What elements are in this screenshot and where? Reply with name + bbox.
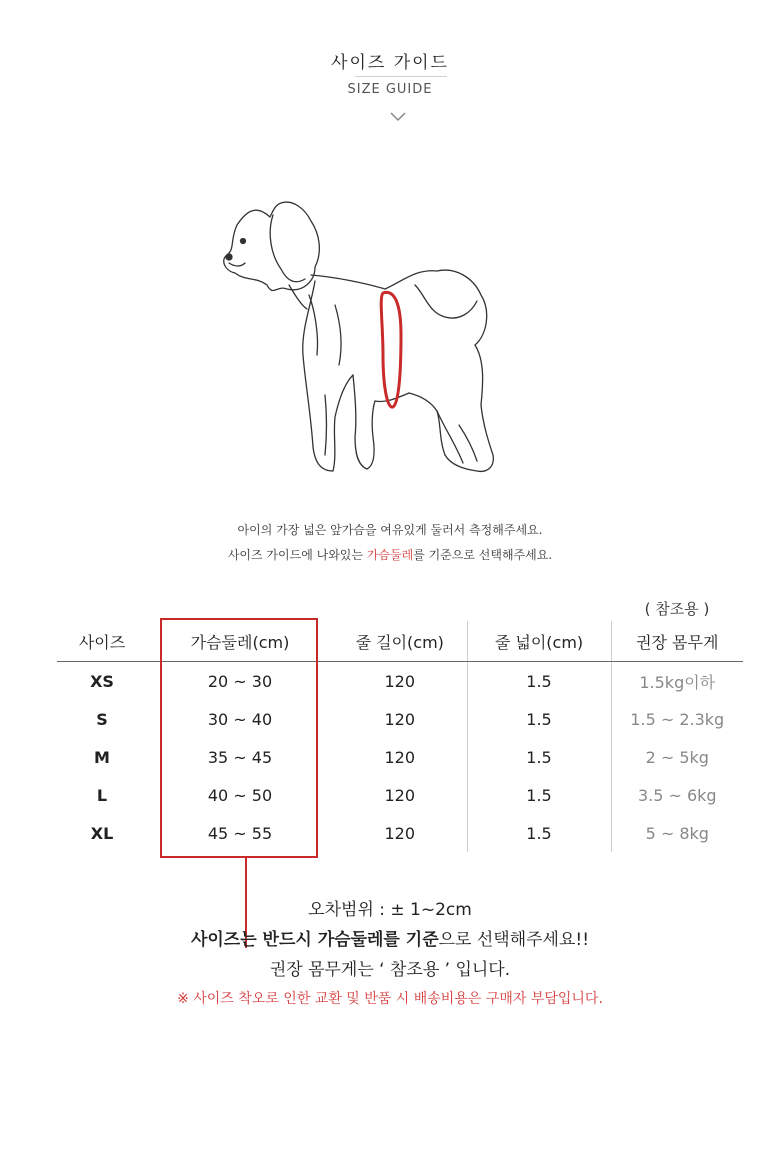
- weight-reference-note: 권장 몸무게는 ‘ 참조용 ’ 입니다.: [269, 960, 511, 980]
- cell-chest-girth: 35 ~ 45: [207, 747, 273, 767]
- cell-weight: 2 ~ 5kg: [611, 738, 743, 776]
- chest-basis-bold: 사이즈는 반드시 가슴둘레를 기준: [190, 930, 439, 950]
- shipping-warning: ※ 사이즈 착오로 인한 교환 및 반품 시 배송비용은 구매자 부담입니다.: [177, 991, 603, 1007]
- cell-leash-length: 120: [384, 671, 416, 691]
- header-leash-width: 줄 넓이(cm): [467, 621, 611, 662]
- cell-leash-width: 1.5: [467, 738, 611, 776]
- header-leash-length: 줄 길이(cm): [333, 621, 467, 662]
- header-chest-girth: 가슴둘레(cm): [147, 621, 333, 662]
- cell-weight: 3.5 ~ 6kg: [611, 776, 743, 814]
- header-recommended-weight: 권장 몸무게: [611, 621, 743, 662]
- measure-instruction: 아이의 가장 넓은 앞가슴을 여유있게 둘러서 측정해주세요.: [237, 523, 543, 537]
- cell-leash-length: 120: [384, 747, 416, 767]
- page-subtitle: SIZE GUIDE: [347, 82, 433, 97]
- chest-girth-highlight-box: [160, 618, 318, 858]
- dog-chest-measurement-illustration: [215, 185, 515, 480]
- cell-chest-girth: 30 ~ 40: [207, 709, 273, 729]
- cell-leash-width: 1.5: [467, 662, 611, 701]
- chest-basis-note: [0, 925, 780, 950]
- chevron-down-icon: [390, 112, 406, 122]
- header-size: 사이즈: [57, 621, 147, 662]
- cell-leash-length: 120: [384, 785, 416, 805]
- cell-size: XS: [90, 671, 114, 691]
- cell-size: L: [96, 785, 108, 805]
- cell-leash-width: 1.5: [467, 700, 611, 738]
- cell-weight: 1.5kg이하: [611, 662, 743, 701]
- cell-leash-width: 1.5: [467, 776, 611, 814]
- select-instruction-post: 를 기준으로 선택해주세요.: [413, 548, 553, 562]
- cell-weight: 5 ~ 8kg: [611, 814, 743, 852]
- cell-size: XL: [90, 823, 114, 843]
- cell-chest-girth: 20 ~ 30: [207, 671, 273, 691]
- cell-chest-girth: 40 ~ 50: [207, 785, 273, 805]
- select-instruction: [0, 546, 780, 563]
- chest-girth-highlight: 가슴둘레: [366, 548, 414, 562]
- tolerance-note: 오차범위 : ± 1~2cm: [308, 900, 472, 920]
- reference-label: ( 참조용 ): [644, 599, 710, 618]
- cell-chest-girth: 45 ~ 55: [207, 823, 273, 843]
- cell-leash-width: 1.5: [467, 814, 611, 852]
- select-instruction-pre: 사이즈 가이드에 나와있는: [227, 548, 367, 562]
- cell-weight: 1.5 ~ 2.3kg: [611, 700, 743, 738]
- chest-basis-rest: 으로 선택해주세요!!: [438, 930, 590, 950]
- page-title: 사이즈 가이드: [331, 53, 449, 73]
- cell-leash-length: 120: [384, 823, 416, 843]
- cell-size: S: [96, 709, 108, 729]
- title-divider: [355, 76, 447, 77]
- cell-size: M: [94, 747, 110, 767]
- cell-leash-length: 120: [384, 709, 416, 729]
